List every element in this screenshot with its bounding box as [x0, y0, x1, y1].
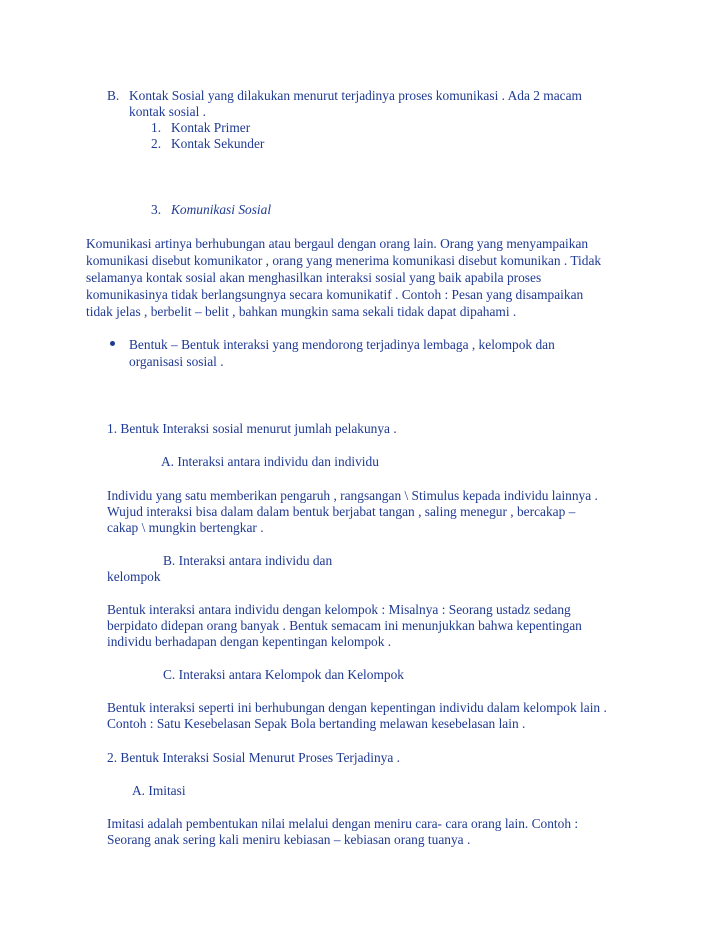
- sub-a-line-2: Wujud interaksi bisa dalam dalam bentuk berjabat tangan , saling menegur , bercakap –: [107, 504, 576, 519]
- sub-b-line-1: Bentuk interaksi antara individu dengan kelompok : Misalnya : Seorang ustadz sedang: [107, 602, 571, 617]
- paragraph-1-line-1: Komunikasi artinya berhubungan atau bergaul dengan orang lain. Orang yang menyampaikan: [86, 236, 589, 251]
- section-b-line-2: kontak sosial .: [129, 104, 206, 119]
- sub-item-2-number: 2.: [151, 136, 162, 151]
- sub-item-2-text: Kontak Sekunder: [171, 136, 265, 151]
- paragraph-1-line-5: tidak jelas , berbelit – belit , bahkan mungkin sama sekali tidak dapat dipahami .: [86, 304, 517, 319]
- bullet-line-2: organisasi sosial .: [129, 354, 224, 369]
- section-3-title: Komunikasi Sosial: [171, 202, 272, 217]
- section-b-line-1: Kontak Sosial yang dilakukan menurut terjadinya proses komunikasi . Ada 2 macam: [129, 88, 582, 103]
- bullet-icon: [110, 341, 115, 346]
- sub-a-heading: A. Interaksi antara individu dan individu: [161, 454, 379, 469]
- paragraph-1-line-2: komunikasi disebut komunikator , orang yang menerima komunikasi disebut komunikan . Tidak: [86, 253, 602, 268]
- sub-b-heading-cont: kelompok: [107, 569, 161, 584]
- imitasi-line-2: Seorang anak sering kali meniru kebiasan – kebiasan orang tuanya .: [107, 832, 471, 847]
- heading-1: 1. Bentuk Interaksi sosial menurut jumlah pelakunya .: [107, 421, 397, 436]
- sub-a-line-3: cakap \ mungkin bertengkar .: [107, 520, 264, 535]
- sub-b-line-2: berpidato didepan orang banyak . Bentuk semacam ini menunjukkan bahwa kepentingan: [107, 618, 582, 633]
- sub-a-line-1: Individu yang satu memberikan pengaruh , rangsangan \ Stimulus kepada individu lainnya .: [107, 488, 598, 503]
- section-3-number: 3.: [151, 202, 162, 217]
- bullet-line-1: Bentuk – Bentuk interaksi yang mendorong terjadinya lembaga , kelompok dan: [129, 337, 555, 352]
- sub-c-line-1: Bentuk interaksi seperti ini berhubungan dengan kepentingan individu dalam kelompok lain .: [107, 700, 607, 715]
- paragraph-1-line-3: selamanya kontak sosial akan menghasilkan interaksi sosial yang baik apabila proses: [86, 270, 542, 285]
- sub-item-1-text: Kontak Primer: [171, 120, 251, 135]
- imitasi-heading: A. Imitasi: [132, 783, 186, 798]
- sub-c-line-2: Contoh : Satu Kesebelasan Sepak Bola bertanding melawan kesebelasan lain .: [107, 716, 526, 731]
- paragraph-1-line-4: komunikasinya tidak berlangsungnya secara komunikatif . Contoh : Pesan yang disampaikan: [86, 287, 584, 302]
- sub-item-1-number: 1.: [151, 120, 162, 135]
- sub-c-heading: C. Interaksi antara Kelompok dan Kelompok: [163, 667, 404, 682]
- sub-b-heading: B. Interaksi antara individu dan: [163, 553, 333, 568]
- list-marker-b: B.: [107, 88, 120, 103]
- sub-b-line-3: individu berhadapan dengan kepentingan kelompok .: [107, 634, 392, 649]
- imitasi-line-1: Imitasi adalah pembentukan nilai melalui dengan meniru cara- cara orang lain. Contoh :: [107, 816, 579, 831]
- heading-2: 2. Bentuk Interaksi Sosial Menurut Proses Terjadinya .: [107, 750, 400, 765]
